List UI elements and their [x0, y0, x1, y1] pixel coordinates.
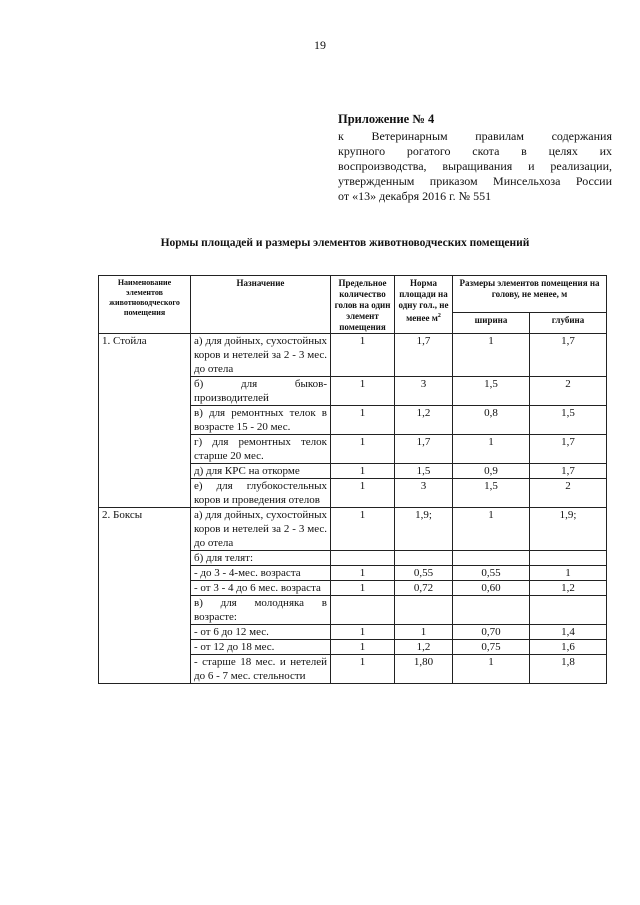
- purpose-cell: - старше 18 мес. и нетелей до 6 - 7 мес. стельности: [191, 655, 331, 684]
- width-cell: 1,5: [453, 479, 530, 508]
- table-row: [99, 508, 607, 551]
- purpose-cell: - от 3 - 4 до 6 мес. возраста: [191, 581, 331, 596]
- max-heads-cell: 1: [331, 581, 395, 596]
- purpose-cell: - от 6 до 12 мес.: [191, 625, 331, 640]
- width-cell: [453, 551, 530, 566]
- purpose-cell: е) для глубокостельных коров и проведения отелов: [191, 479, 331, 508]
- appendix-line: от «13» декабря 2016 г. № 551: [338, 189, 492, 203]
- purpose-cell: - до 3 - 4-мес. возраста: [191, 566, 331, 581]
- purpose-cell: б) для быков-производителей: [191, 377, 331, 406]
- depth-cell: 1,7: [530, 464, 607, 479]
- max-heads-cell: 1: [331, 479, 395, 508]
- table-body: [99, 334, 607, 684]
- max-heads-cell: 1: [331, 464, 395, 479]
- appendix-line: крупного рогатого скота в целях их: [338, 144, 612, 158]
- area-norm-cell: 1,80: [395, 655, 453, 684]
- depth-cell: 1,9;: [530, 508, 607, 551]
- appendix-line: утвержденным приказом Минсельхоза России: [338, 174, 612, 188]
- depth-cell: 2: [530, 377, 607, 406]
- purpose-cell: в) для ремонтных телок в возрасте 15 - 20 мес.: [191, 406, 331, 435]
- depth-cell: 1,7: [530, 334, 607, 377]
- element-name: 2. Боксы: [99, 508, 191, 684]
- appendix-line: воспроизводства, выращивания и реализации,: [338, 159, 612, 173]
- depth-cell: 1: [530, 566, 607, 581]
- header-width: ширина: [453, 313, 530, 334]
- max-heads-cell: [331, 551, 395, 566]
- purpose-cell: г) для ремонтных телок старше 20 мес.: [191, 435, 331, 464]
- area-norm-cell: [395, 551, 453, 566]
- width-cell: 0,70: [453, 625, 530, 640]
- header-area-norm-sup: 2: [437, 313, 441, 319]
- width-cell: 1: [453, 655, 530, 684]
- area-norm-cell: 3: [395, 479, 453, 508]
- area-norm-cell: 1,5: [395, 464, 453, 479]
- header-purpose: Назначение: [191, 276, 331, 334]
- depth-cell: 2: [530, 479, 607, 508]
- area-norm-cell: 1,9;: [395, 508, 453, 551]
- width-cell: 0,9: [453, 464, 530, 479]
- width-cell: 1: [453, 435, 530, 464]
- area-norm-cell: 1,2: [395, 640, 453, 655]
- width-cell: 1: [453, 334, 530, 377]
- area-norm-cell: 3: [395, 377, 453, 406]
- purpose-cell: а) для дойных, сухостойных коров и нетелей за 2 - 3 мес. до отела: [191, 334, 331, 377]
- purpose-cell: - от 12 до 18 мес.: [191, 640, 331, 655]
- width-cell: 1,5: [453, 377, 530, 406]
- depth-cell: 1,8: [530, 655, 607, 684]
- max-heads-cell: 1: [331, 377, 395, 406]
- purpose-cell: в) для молодняка в возрасте:: [191, 596, 331, 625]
- appendix-title: Приложение № 4: [338, 112, 435, 126]
- header-area-norm: [395, 276, 453, 334]
- width-cell: 0,55: [453, 566, 530, 581]
- depth-cell: [530, 596, 607, 625]
- area-norm-cell: 0,55: [395, 566, 453, 581]
- max-heads-cell: 1: [331, 566, 395, 581]
- document-title: Нормы площадей и размеры элементов животноводческих помещений: [160, 237, 530, 249]
- max-heads-cell: 1: [331, 406, 395, 435]
- max-heads-cell: 1: [331, 640, 395, 655]
- purpose-cell: а) для дойных, сухостойных коров и нетелей за 2 - 3 мес. до отела: [191, 508, 331, 551]
- depth-cell: 1,7: [530, 435, 607, 464]
- appendix-line: к Ветеринарным правилам содержания: [338, 129, 612, 143]
- header-depth: глубина: [530, 313, 607, 334]
- header-area-norm-text: Норма площади на одну гол., не менее м: [398, 278, 449, 323]
- max-heads-cell: [331, 596, 395, 625]
- max-heads-cell: 1: [331, 655, 395, 684]
- depth-cell: 1,6: [530, 640, 607, 655]
- max-heads-cell: 1: [331, 508, 395, 551]
- width-cell: 0,8: [453, 406, 530, 435]
- depth-cell: 1,4: [530, 625, 607, 640]
- purpose-cell: д) для КРС на откорме: [191, 464, 331, 479]
- area-norm-cell: 0,72: [395, 581, 453, 596]
- area-norm-cell: 1,7: [395, 334, 453, 377]
- appendix-block: [338, 112, 612, 204]
- norms-table: [98, 275, 607, 684]
- width-cell: 0,75: [453, 640, 530, 655]
- max-heads-cell: 1: [331, 435, 395, 464]
- header-name: Наименование элементов животноводческого помещения: [99, 276, 191, 334]
- area-norm-cell: 1,2: [395, 406, 453, 435]
- area-norm-cell: [395, 596, 453, 625]
- table-row: [99, 334, 607, 377]
- area-norm-cell: 1,7: [395, 435, 453, 464]
- depth-cell: 1,5: [530, 406, 607, 435]
- max-heads-cell: 1: [331, 334, 395, 377]
- table-header-row: [99, 276, 607, 313]
- width-cell: [453, 596, 530, 625]
- depth-cell: 1,2: [530, 581, 607, 596]
- element-name: 1. Стойла: [99, 334, 191, 508]
- page-number: 19: [314, 38, 326, 52]
- depth-cell: [530, 551, 607, 566]
- width-cell: 0,60: [453, 581, 530, 596]
- purpose-cell: б) для телят:: [191, 551, 331, 566]
- max-heads-cell: 1: [331, 625, 395, 640]
- header-dimensions: Размеры элементов помещения на голову, не менее, м: [453, 276, 607, 313]
- area-norm-cell: 1: [395, 625, 453, 640]
- width-cell: 1: [453, 508, 530, 551]
- header-max-heads: Предельное количество голов на один элемент помещения: [331, 276, 395, 334]
